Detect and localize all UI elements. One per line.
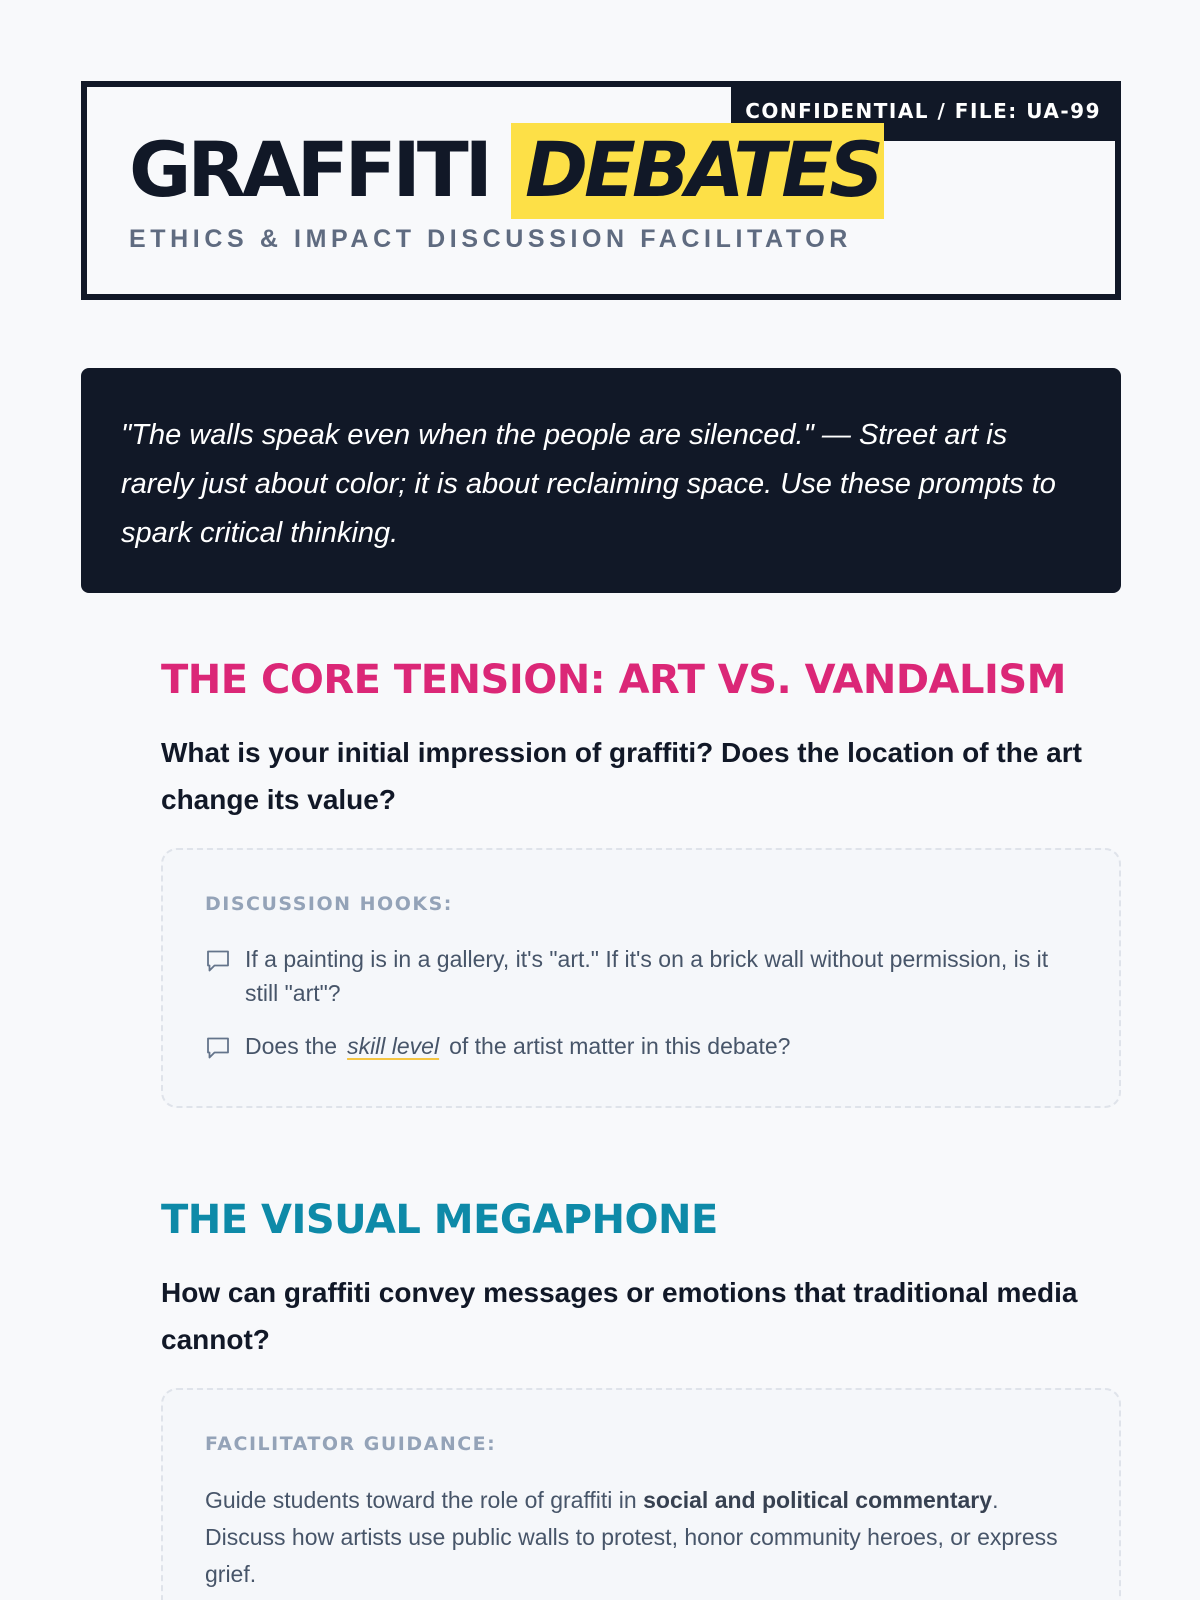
hook-text: If a painting is in a gallery, it's "art." If it's on a brick wall without permission, is it still "art"? (245, 946, 1049, 1006)
highlighted-term: skill level (347, 1033, 440, 1059)
section-core-tension (161, 655, 1121, 1115)
header-card (81, 81, 1121, 300)
guidance-bold: social and political commentary (643, 1487, 993, 1513)
hook-text (205, 1029, 1055, 1063)
title-main: GRAFFITI (129, 125, 489, 214)
quote-text: "The walls speak even when the people are silenced." — Street art is rarely just about color; it is about reclaiming space. Use these prompts to spark critical thinking. (121, 419, 1056, 549)
guidance-after: . Discuss how artists use public walls to protest, honor community heroes, or express grief. (205, 1487, 1058, 1587)
list-item (205, 942, 1055, 1010)
section-title: THE VISUAL MEGAPHONE (161, 1197, 718, 1243)
quote-banner (81, 368, 1121, 593)
section-title: THE CORE TENSION: ART VS. VANDALISM (161, 657, 1066, 703)
hook-text-after: of the artist matter in this debate? (449, 1033, 791, 1059)
section-visual-megaphone (161, 1195, 1121, 1600)
page-title (129, 123, 884, 217)
guidance-text (205, 1482, 1085, 1593)
hook-text-before: Does the (245, 1033, 338, 1059)
facilitator-guidance-box (161, 1388, 1121, 1600)
section-question: How can graffiti convey messages or emotions that traditional media cannot? (161, 1277, 1078, 1355)
confidential-tag: CONFIDENTIAL / FILE: UA-99 (731, 81, 1121, 141)
speech-bubble-icon (205, 948, 231, 974)
page-subtitle: ETHICS & IMPACT DISCUSSION FACILITATOR (129, 225, 852, 253)
list-item (205, 1029, 1055, 1063)
box-label: FACILITATOR GUIDANCE: (205, 1433, 497, 1455)
speech-bubble-icon (205, 1035, 231, 1061)
section-question: What is your initial impression of graffiti? Does the location of the art change its value? (161, 737, 1082, 815)
title-highlight: DEBATES (511, 123, 884, 219)
box-label: DISCUSSION HOOKS: (205, 893, 453, 915)
guidance-before: Guide students toward the role of graffiti in (205, 1487, 637, 1513)
discussion-hooks-box (161, 848, 1121, 1108)
